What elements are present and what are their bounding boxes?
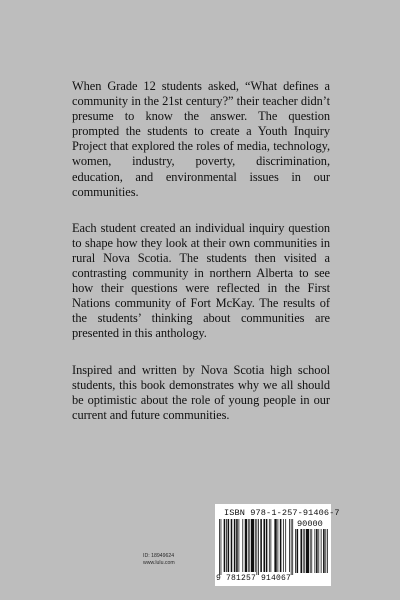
barcode-bar (327, 529, 328, 573)
barcode-bar (236, 519, 238, 572)
isbn-label: ISBN 978-1-257-91406-7 (224, 508, 340, 518)
barcode-bar (306, 529, 309, 573)
blurb-paragraph-2: Each student created an individual inquiry question to shape how they look at their own communities in rural Nova Scotia. The students then visited a contrasting community in northern Alberta to see how their questions were reflected in the First Nations community of Fort McKay. The results of the students’ thinking about communities are presented in this anthology. (72, 220, 330, 341)
barcode-bar (289, 519, 290, 572)
barcode-bar (278, 519, 279, 572)
barcode-bar (311, 529, 312, 573)
barcode-bar (224, 519, 226, 572)
barcode-bar (226, 519, 227, 572)
barcode-bar (303, 529, 304, 573)
barcode-bar (280, 519, 282, 572)
barcode-bar (297, 529, 299, 573)
barcode-bar (245, 519, 247, 572)
barcode-bar (239, 519, 240, 572)
barcode-bar (310, 529, 311, 573)
barcode-bar (231, 519, 233, 572)
barcode-bar (291, 519, 292, 575)
price-code: 90000 (297, 519, 323, 529)
barcode-bar (269, 519, 270, 572)
barcode-bar (258, 519, 259, 575)
barcode-bar (274, 519, 276, 572)
ean-barcode-bars (219, 519, 294, 575)
publisher-id: ID: 18949624 (143, 553, 175, 559)
blurb-paragraph-3: Inspired and written by Nova Scotia high school students, this book demonstrates why we all should be optimistic about the role of young people in our current and future communities. (72, 362, 330, 422)
barcode-bar (256, 519, 257, 575)
barcode-bar (292, 519, 293, 575)
blurb-text (72, 79, 330, 444)
barcode-bar (221, 519, 222, 575)
barcode-bar (285, 519, 286, 572)
barcode-bar (316, 529, 318, 573)
barcode-bar (266, 519, 268, 572)
barcode-bar (219, 519, 220, 575)
barcode-bar (255, 519, 256, 572)
barcode-bar (315, 529, 316, 573)
isbn-barcode (215, 504, 340, 586)
barcode-bar (249, 519, 250, 572)
blurb-paragraph-1: When Grade 12 students asked, “What defines a community in the 21st century?” their teacher didn’t presume to know the answer. The question prompted the students to create a Youth Inquiry Project that explored the roles of media, technology, women, industry, poverty, discrimination, education, and environmental issues in our communities. (72, 79, 330, 199)
barcode-bar (295, 529, 296, 573)
barcode-bar (251, 519, 254, 572)
barcode-bar (304, 529, 305, 573)
barcode-bar (283, 519, 284, 572)
barcode-bar (321, 529, 322, 573)
barcode-bar (300, 529, 302, 573)
barcode-bar (263, 519, 265, 572)
barcode-bar (248, 519, 249, 572)
barcode-bar (260, 519, 262, 572)
barcode-bar (234, 519, 236, 572)
addon-barcode-bars (295, 529, 328, 575)
barcode-bar (318, 529, 319, 573)
barcode-bar (323, 529, 325, 573)
barcode-bar (270, 519, 271, 572)
barcode-bar (228, 519, 230, 572)
publisher-url: www.lulu.com (143, 560, 175, 566)
publisher-id-block (143, 553, 175, 567)
barcode-bar (325, 529, 326, 573)
barcode-human-readable: 9 781257 914067 (216, 574, 292, 583)
barcode-bar (242, 519, 243, 572)
